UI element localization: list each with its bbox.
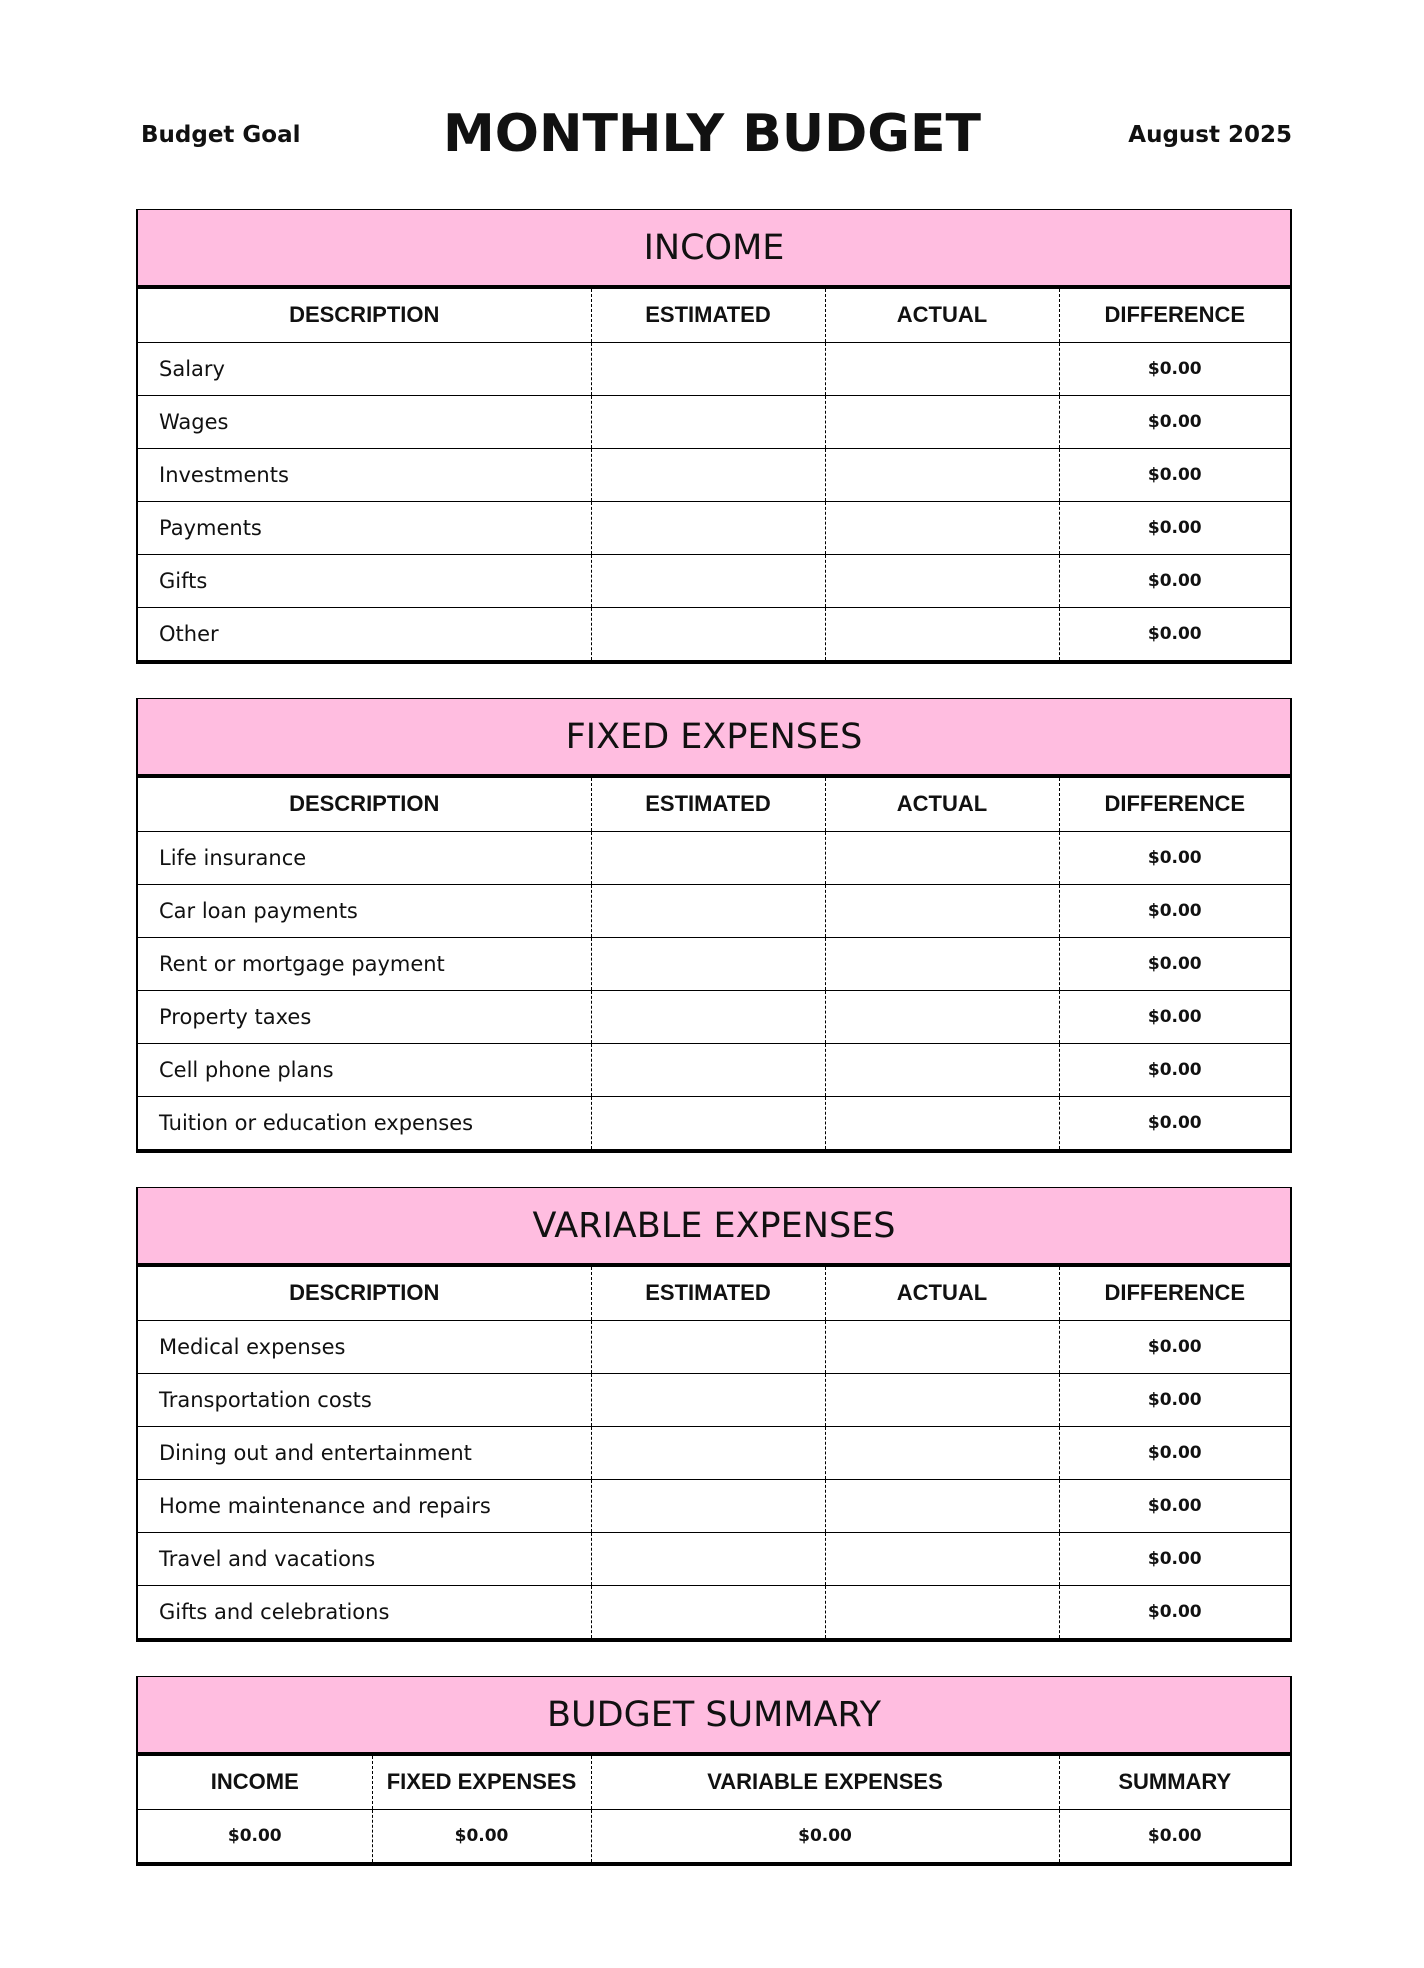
actual-cell[interactable] xyxy=(825,1585,1059,1638)
summary-header-income: INCOME xyxy=(210,1769,299,1795)
row-description: Investments xyxy=(159,462,289,487)
difference-cell: $0.00 xyxy=(1059,884,1290,937)
actual-cell[interactable] xyxy=(825,1043,1059,1096)
actual-cell[interactable] xyxy=(825,395,1059,448)
estimated-cell[interactable] xyxy=(591,1320,825,1373)
table-row xyxy=(138,607,1290,660)
actual-cell[interactable] xyxy=(825,1096,1059,1149)
estimated-cell[interactable] xyxy=(591,448,825,501)
row-description: Gifts and celebrations xyxy=(159,1599,390,1624)
table-header-row xyxy=(138,1267,1290,1320)
difference-cell: $0.00 xyxy=(1059,607,1290,660)
column-header-actual: ACTUAL xyxy=(825,778,1059,831)
actual-cell[interactable] xyxy=(825,1479,1059,1532)
column-header-difference: DIFFERENCE xyxy=(1059,1267,1290,1320)
difference-cell: $0.00 xyxy=(1059,831,1290,884)
budget-goal-label: Budget Goal xyxy=(141,122,301,148)
difference-cell: $0.00 xyxy=(1059,990,1290,1043)
variable-expenses-section xyxy=(136,1187,1292,1642)
row-description: Life insurance xyxy=(159,845,307,870)
estimated-cell[interactable] xyxy=(591,1043,825,1096)
column-header-difference: DIFFERENCE xyxy=(1059,289,1290,342)
difference-cell: $0.00 xyxy=(1059,1532,1290,1585)
row-description: Medical expenses xyxy=(159,1334,346,1359)
summary-header-variable-expenses: VARIABLE EXPENSES xyxy=(591,1756,1059,1809)
table-row xyxy=(138,554,1290,607)
actual-cell[interactable] xyxy=(825,1532,1059,1585)
column-header-actual: ACTUAL xyxy=(825,1267,1059,1320)
income-section-title: INCOME xyxy=(138,210,1290,289)
table-row xyxy=(138,1809,1290,1862)
estimated-cell[interactable] xyxy=(591,554,825,607)
table-header-row xyxy=(138,289,1290,342)
column-header-estimated: ESTIMATED xyxy=(591,778,825,831)
variable-expenses-table xyxy=(138,1267,1290,1638)
table-row xyxy=(138,1426,1290,1479)
table-row xyxy=(138,1585,1290,1638)
fixed-expenses-section-title: FIXED EXPENSES xyxy=(138,699,1290,778)
table-row xyxy=(138,342,1290,395)
actual-cell[interactable] xyxy=(825,1426,1059,1479)
difference-cell: $0.00 xyxy=(1059,1479,1290,1532)
column-header-estimated: ESTIMATED xyxy=(591,289,825,342)
income-table xyxy=(138,289,1290,660)
row-description: Travel and vacations xyxy=(159,1546,376,1571)
row-description: Wages xyxy=(159,409,229,434)
estimated-cell[interactable] xyxy=(591,884,825,937)
table-row xyxy=(138,937,1290,990)
actual-cell[interactable] xyxy=(825,831,1059,884)
row-description: Car loan payments xyxy=(159,898,358,923)
budget-date: August 2025 xyxy=(1128,122,1292,148)
budget-summary-section xyxy=(136,1676,1292,1866)
estimated-cell[interactable] xyxy=(591,395,825,448)
difference-cell: $0.00 xyxy=(1059,1096,1290,1149)
income-section xyxy=(136,209,1292,664)
column-header-description: DESCRIPTION xyxy=(289,1280,440,1306)
row-description: Cell phone plans xyxy=(159,1057,334,1082)
summary-variable-expenses-value: $0.00 xyxy=(591,1809,1059,1862)
fixed-expenses-table xyxy=(138,778,1290,1149)
estimated-cell[interactable] xyxy=(591,1479,825,1532)
summary-header-fixed-expenses: FIXED EXPENSES xyxy=(372,1756,591,1809)
table-row xyxy=(138,990,1290,1043)
table-row xyxy=(138,1320,1290,1373)
difference-cell: $0.00 xyxy=(1059,448,1290,501)
budget-summary-section-title: BUDGET SUMMARY xyxy=(138,1677,1290,1756)
row-description: Transportation costs xyxy=(159,1387,372,1412)
table-header-row xyxy=(138,778,1290,831)
table-header-row xyxy=(138,1756,1290,1809)
row-description: Tuition or education expenses xyxy=(159,1110,474,1135)
difference-cell: $0.00 xyxy=(1059,395,1290,448)
estimated-cell[interactable] xyxy=(591,831,825,884)
difference-cell: $0.00 xyxy=(1059,1320,1290,1373)
variable-expenses-section-title: VARIABLE EXPENSES xyxy=(138,1188,1290,1267)
difference-cell: $0.00 xyxy=(1059,1373,1290,1426)
actual-cell[interactable] xyxy=(825,884,1059,937)
summary-income-value: $0.00 xyxy=(227,1825,282,1846)
table-row xyxy=(138,1043,1290,1096)
table-row xyxy=(138,395,1290,448)
estimated-cell[interactable] xyxy=(591,1585,825,1638)
summary-fixed-expenses-value: $0.00 xyxy=(372,1809,591,1862)
table-row xyxy=(138,448,1290,501)
actual-cell[interactable] xyxy=(825,448,1059,501)
actual-cell[interactable] xyxy=(825,990,1059,1043)
table-row xyxy=(138,1373,1290,1426)
summary-total-value: $0.00 xyxy=(1059,1809,1290,1862)
table-row xyxy=(138,501,1290,554)
estimated-cell[interactable] xyxy=(591,937,825,990)
row-description: Salary xyxy=(159,356,225,381)
difference-cell: $0.00 xyxy=(1059,1585,1290,1638)
estimated-cell[interactable] xyxy=(591,1426,825,1479)
page-title: MONTHLY BUDGET xyxy=(443,104,981,164)
row-description: Home maintenance and repairs xyxy=(159,1493,491,1518)
table-row xyxy=(138,884,1290,937)
table-row xyxy=(138,1479,1290,1532)
actual-cell[interactable] xyxy=(825,342,1059,395)
estimated-cell[interactable] xyxy=(591,501,825,554)
summary-header-summary: SUMMARY xyxy=(1059,1756,1290,1809)
column-header-actual: ACTUAL xyxy=(825,289,1059,342)
row-description: Gifts xyxy=(159,568,208,593)
row-description: Dining out and entertainment xyxy=(159,1440,472,1465)
difference-cell: $0.00 xyxy=(1059,342,1290,395)
difference-cell: $0.00 xyxy=(1059,1426,1290,1479)
actual-cell[interactable] xyxy=(825,501,1059,554)
actual-cell[interactable] xyxy=(825,937,1059,990)
column-header-description: DESCRIPTION xyxy=(289,302,440,328)
difference-cell: $0.00 xyxy=(1059,1043,1290,1096)
table-row xyxy=(138,1532,1290,1585)
difference-cell: $0.00 xyxy=(1059,937,1290,990)
column-header-description: DESCRIPTION xyxy=(289,791,440,817)
estimated-cell[interactable] xyxy=(591,342,825,395)
fixed-expenses-section xyxy=(136,698,1292,1153)
table-row xyxy=(138,831,1290,884)
actual-cell[interactable] xyxy=(825,607,1059,660)
estimated-cell[interactable] xyxy=(591,990,825,1043)
row-description: Property taxes xyxy=(159,1004,312,1029)
estimated-cell[interactable] xyxy=(591,1373,825,1426)
actual-cell[interactable] xyxy=(825,1373,1059,1426)
table-row xyxy=(138,1096,1290,1149)
difference-cell: $0.00 xyxy=(1059,501,1290,554)
column-header-estimated: ESTIMATED xyxy=(591,1267,825,1320)
estimated-cell[interactable] xyxy=(591,1532,825,1585)
row-description: Payments xyxy=(159,515,262,540)
actual-cell[interactable] xyxy=(825,554,1059,607)
column-header-difference: DIFFERENCE xyxy=(1059,778,1290,831)
budget-summary-table xyxy=(138,1756,1290,1862)
row-description: Other xyxy=(159,621,219,646)
row-description: Rent or mortgage payment xyxy=(159,951,445,976)
difference-cell: $0.00 xyxy=(1059,554,1290,607)
estimated-cell[interactable] xyxy=(591,1096,825,1149)
actual-cell[interactable] xyxy=(825,1320,1059,1373)
estimated-cell[interactable] xyxy=(591,607,825,660)
